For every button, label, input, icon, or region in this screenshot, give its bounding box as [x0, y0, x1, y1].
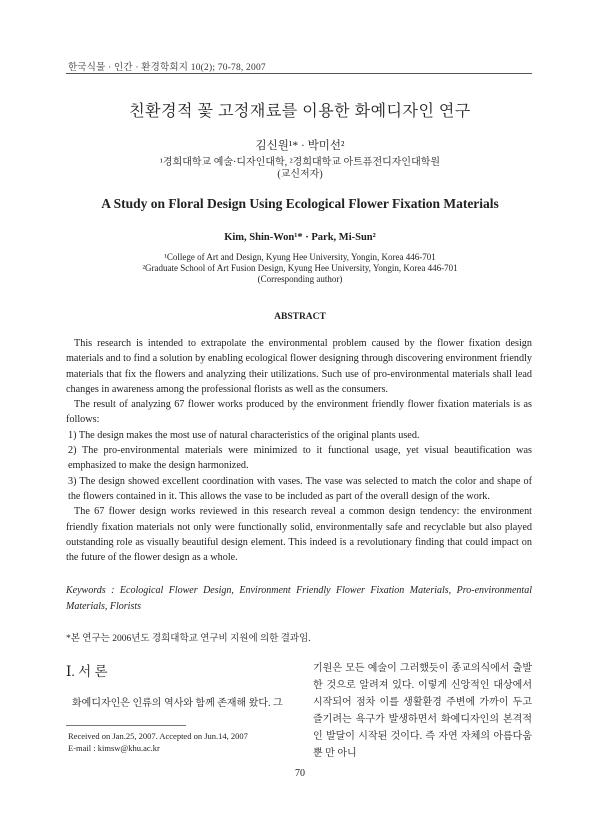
header-divider [66, 73, 532, 74]
abstract-paragraph: The 67 flower design works reviewed in this research reveal a common design tendency: the environment friendly fixation materials not only were functionally solid, environmentally safe and recyclable but also played outstanding role as visually beautiful design element. This indeed is a revolutionary finding that could impact on the future of the flower design as a whole. [66, 506, 532, 564]
abstract-list-item: 3) The design showed excellent coordination with vases. The vase was selected to match the color and shape of the flowers contained in it. This allows the vase to be included as part of the overall design of the work. [68, 475, 532, 502]
english-affiliations [0, 252, 600, 285]
received-dates: Received on Jan.25, 2007. Accepted on Jun.14, 2007 [68, 731, 248, 741]
english-affiliation-1: ¹College of Art and Design, Kyung Hee University, Yongin, Korea 446-701 [164, 252, 436, 262]
page-number: 70 [295, 768, 305, 779]
abstract-list-item: 1) The design makes the most use of natural characteristics of the original plants used. [68, 429, 420, 441]
intro-text-left: 화예디자인은 인류의 역사와 함께 존재해 왔다. 그 [72, 698, 283, 709]
footnote-divider [66, 725, 186, 726]
korean-affiliation-line: ¹경희대학교 예술·디자인대학, ²경희대학교 아트퓨전디자인대학원 [159, 157, 441, 168]
abstract-heading: ABSTRACT [274, 312, 326, 322]
abstract-paragraph: The result of analyzing 67 flower works produced by the environment friendly flower fixation materials is as follows: [66, 399, 532, 426]
right-column: 기원은 모든 예술이 그러했듯이 종교의식에서 출발한 것으로 알려져 있다. 이렇게 신앙적인 대상에서 시작되어 점차 이를 생활환경 주변에 가까이 두고 즐기려는 욕구가 발생하면서 화예디자인의 본격적인 발달이 시작된 것이다. 즉 자연 자체의 아름다움 뿐 만 아니 [313, 663, 532, 759]
korean-authors: 김신원¹* · 박미선² [255, 140, 345, 152]
korean-affiliations [0, 157, 600, 181]
english-title: A Study on Floral Design Using Ecological Flower Fixation Materials [101, 196, 499, 211]
left-column [66, 660, 286, 712]
korean-title: 친환경적 꽃 고정재료를 이용한 화예디자인 연구 [129, 103, 471, 120]
english-authors: Kim, Shin-Won¹* · Park, Mi-Sun² [224, 232, 376, 243]
english-affiliation-2: ²Graduate School of Art Fusion Design, Kyung Hee University, Yongin, Korea 446-701 [142, 263, 458, 273]
funding-note: *본 연구는 2006년도 경희대학교 연구비 지원에 의한 결과임. [66, 634, 311, 644]
author-email: E-mail : kimsw@khu.ac.kr [68, 743, 160, 753]
abstract-list-item: 2) The pro-environmental materials were minimized to it functional usage, yet visual beautification was emphasized to make the design harmonized. [68, 445, 532, 472]
section-heading: Ⅰ. 서 론 [66, 664, 108, 679]
journal-citation: 한국식물 · 인간 · 환경학회지 10(2); 70-78, 2007 [68, 63, 266, 73]
keywords: Keywords : Ecological Flower Design, Environment Friendly Flower Fixation Materials, Pro-environmental Materials, Florists [66, 585, 532, 612]
korean-corresponding-note: (교신저자) [277, 169, 323, 180]
english-corresponding-note: (Corresponding author) [257, 274, 343, 284]
abstract-body [66, 336, 532, 565]
abstract-paragraph: This research is intended to extrapolate the environmental problem caused by the flower fixation design materials and to find a solution by enabling ecological flower designing through discovering environment friendly materials that fix the flowers and analyzing their utilizations. Such use of pro-environmental materials shall lead changes in awareness among the professional florists as well as the consumers. [66, 338, 532, 395]
received-info [68, 730, 248, 754]
